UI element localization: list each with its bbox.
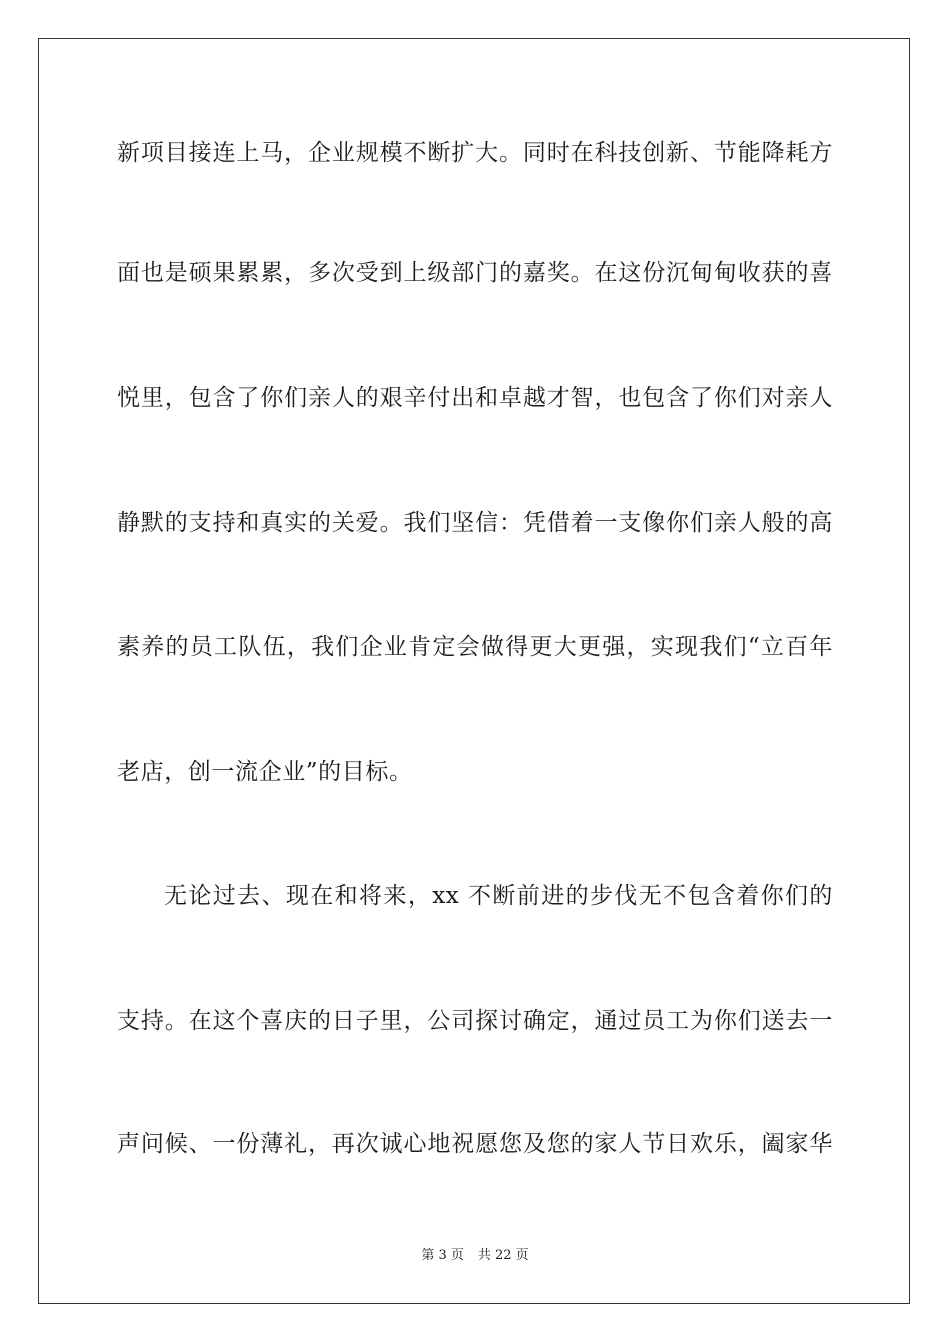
text-line: 静默的支持和真实的关爱。我们坚信：凭借着一支像你们亲人般的高 [117, 510, 833, 536]
page-footer [0, 1247, 950, 1265]
text-line: 声问候、一份薄礼，再次诚心地祝愿您及您的家人节日欢乐，阖家华 [117, 1131, 833, 1157]
text-line: 面也是硕果累累，多次受到上级部门的嘉奖。在这份沉甸甸收获的喜 [117, 260, 833, 286]
page-number: 第 3 页 [421, 1248, 464, 1263]
text-line-paragraph-start: 无论过去、现在和将来，xx 不断前进的步伐无不包含着你们的 [164, 883, 833, 909]
text-line: 素养的员工队伍，我们企业肯定会做得更大更强，实现我们“立百年 [117, 634, 833, 660]
text-line-paragraph-end: 老店，创一流企业”的目标。 [117, 759, 413, 785]
text-line: 新项目接连上马，企业规模不断扩大。同时在科技创新、节能降耗方 [117, 140, 833, 166]
page-border [38, 38, 910, 1304]
page-total: 共 22 页 [477, 1248, 529, 1263]
text-line: 支持。在这个喜庆的日子里，公司探讨确定，通过员工为你们送去一 [117, 1008, 833, 1034]
text-line: 悦里，包含了你们亲人的艰辛付出和卓越才智，也包含了你们对亲人 [117, 385, 833, 411]
